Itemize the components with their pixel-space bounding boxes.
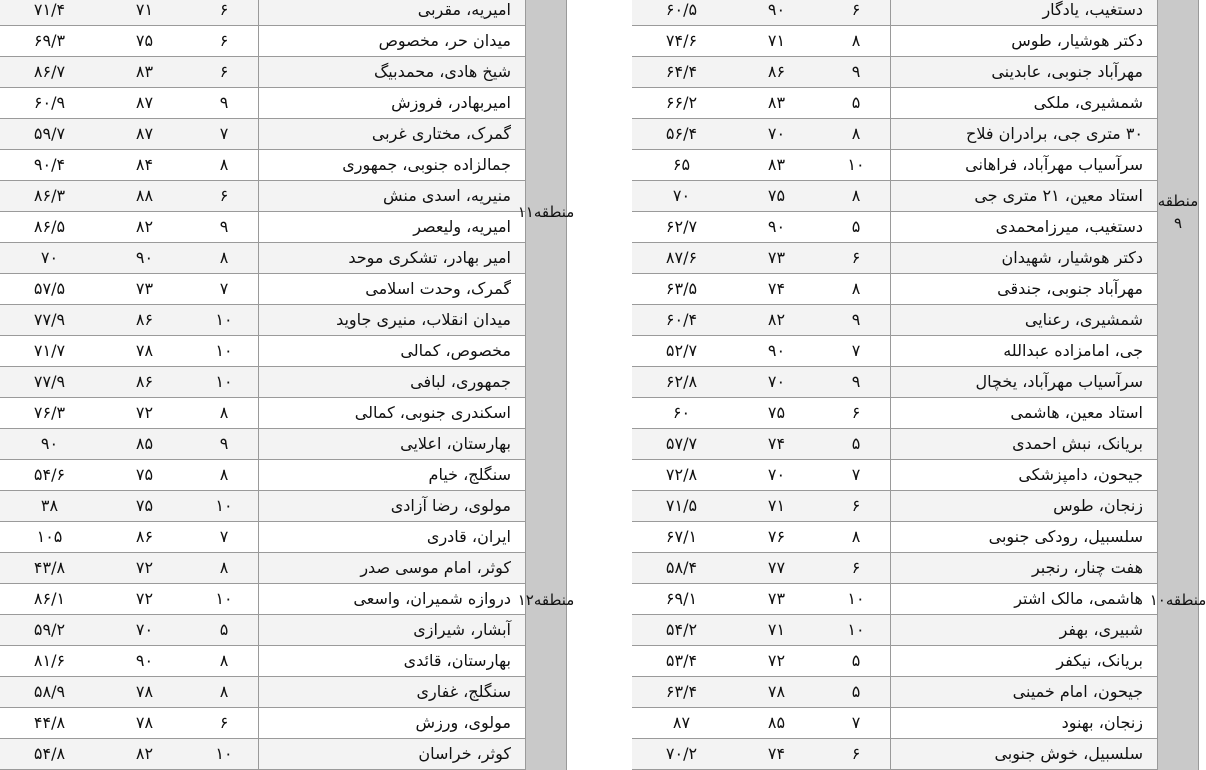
location-cell: شیخ هادی، محمدبیگ [258,57,525,87]
location-cell: مخصوص، کمالی [258,336,525,366]
location-cell: آبشار، شیرازی [258,615,525,645]
table-row [632,243,1157,274]
location-cell: امیربهادر، فروزش [258,88,525,118]
value-cell: ۵۹/۲ [33,620,66,639]
count-cell: ۸۵ [767,713,786,732]
count-cell: ۷۴ [767,744,786,763]
location-cell: جمالزاده جنوبی، جمهوری [258,150,525,180]
rooms-cell: ۷ [851,713,861,732]
table-row [632,646,1157,677]
value-cell: ۷۲/۸ [665,465,698,484]
value-cell: ۷۷/۹ [33,310,66,329]
table-row [632,305,1157,336]
table-row [632,274,1157,305]
table-row [0,119,525,150]
table-row [632,88,1157,119]
location-cell: امیریه، ولیعصر [258,212,525,242]
count-cell: ۷۸ [135,341,154,360]
count-cell: ۷۵ [135,496,154,515]
table-row [0,739,525,770]
count-cell: ۷۱ [767,496,786,515]
location-cell: دروازه شمیران، واسعی [258,584,525,614]
rooms-cell: ۶ [851,248,861,267]
table-row [632,522,1157,553]
table-row [632,398,1157,429]
count-cell: ۷۲ [135,558,154,577]
value-cell: ۶۲/۷ [665,217,698,236]
value-cell: ۵۴/۲ [665,620,698,639]
left-table [0,0,575,770]
rooms-cell: ۸ [219,403,229,422]
value-cell: ۷۴/۶ [665,31,698,50]
table-row [0,491,525,522]
table-row [632,181,1157,212]
location-cell: استاد معین، هاشمی [890,398,1157,428]
rooms-cell: ۶ [219,713,229,732]
value-cell: ۶۰/۹ [33,93,66,112]
location-cell: بریانک، نیکفر [890,646,1157,676]
count-cell: ۸۲ [135,744,154,763]
rooms-cell: ۹ [851,62,861,81]
location-cell: ایران، قادری [258,522,525,552]
count-cell: ۸۷ [135,124,154,143]
region-label [517,429,575,770]
location-cell: سلسبیل، رودکی جنوبی [890,522,1157,552]
value-cell: ۶۷/۱ [665,527,698,546]
location-cell: شبیری، بهفر [890,615,1157,645]
rooms-cell: ۱۰ [215,341,233,360]
location-cell: کوثر، امام موسی صدر [258,553,525,583]
table-row [0,367,525,398]
table-row [0,429,525,460]
count-cell: ۹۰ [135,651,154,670]
table-row [0,646,525,677]
count-cell: ۷۳ [767,589,786,608]
rooms-cell: ۵ [851,217,861,236]
location-cell: امیر بهادر، تشکری موحد [258,243,525,273]
value-cell: ۷۱/۷ [33,341,66,360]
value-cell: ۶۳/۴ [665,682,698,701]
location-cell: دکتر هوشیار، طوس [890,26,1157,56]
value-cell: ۵۷/۷ [665,434,698,453]
location-cell: جمهوری، لبافی [258,367,525,397]
location-cell: مهرآباد جنوبی، جندقی [890,274,1157,304]
rooms-cell: ۱۰ [215,589,233,608]
table-row [632,212,1157,243]
rooms-cell: ۹ [219,434,229,453]
region-name: منطقه [533,590,575,609]
rooms-cell: ۸ [851,527,861,546]
table-row [0,26,525,57]
rooms-cell: ۱۰ [847,620,865,639]
rooms-cell: ۵ [851,93,861,112]
region-rows [0,429,525,770]
value-cell: ۵۸/۴ [665,558,698,577]
value-cell: ۸۶/۵ [33,217,66,236]
value-cell: ۶۳/۵ [665,279,698,298]
count-cell: ۸۷ [135,93,154,112]
value-cell: ۵۷/۵ [33,279,66,298]
region-group [0,0,575,429]
table-row [632,367,1157,398]
count-cell: ۷۸ [767,682,786,701]
rooms-cell: ۶ [851,744,861,763]
rooms-cell: ۸ [851,124,861,143]
table-row [632,26,1157,57]
rooms-cell: ۸ [219,558,229,577]
table-row [0,57,525,88]
location-cell: سنگلج، غفاری [258,677,525,707]
rooms-cell: ۸ [851,186,861,205]
rooms-cell: ۶ [851,403,861,422]
location-cell: اسکندری جنوبی، کمالی [258,398,525,428]
count-cell: ۷۰ [767,124,786,143]
rooms-cell: ۸ [851,31,861,50]
table-row [632,491,1157,522]
location-cell: شمشیری، رعنایی [890,305,1157,335]
count-cell: ۸۶ [767,62,786,81]
location-cell: زنجان، طوس [890,491,1157,521]
value-cell: ۶۰/۴ [665,310,698,329]
rooms-cell: ۷ [219,279,229,298]
count-cell: ۷۰ [767,372,786,391]
value-cell: ۹۰/۴ [33,155,66,174]
count-cell: ۸۴ [135,155,154,174]
table-row [0,212,525,243]
count-cell: ۸۳ [767,93,786,112]
location-cell: سنگلج، خیام [258,460,525,490]
rooms-cell: ۱۰ [215,310,233,329]
value-cell: ۷۰/۲ [665,744,698,763]
rooms-cell: ۵ [851,682,861,701]
region-name: منطقه [1165,590,1206,609]
table-row [0,243,525,274]
value-cell: ۵۳/۴ [665,651,698,670]
location-cell: مولوی، رضا آزادی [258,491,525,521]
rooms-cell: ۸ [219,465,229,484]
table-row [632,739,1157,770]
region-name: منطقه ۹ [1157,192,1199,232]
rooms-cell: ۹ [851,310,861,329]
table-row [632,0,1157,26]
rooms-cell: ۶ [851,558,861,577]
table-row [632,336,1157,367]
table-row [0,615,525,646]
region-label [517,0,575,429]
value-cell: ۸۶/۳ [33,186,66,205]
count-cell: ۸۸ [135,186,154,205]
count-cell: ۸۶ [135,372,154,391]
region-label [1149,429,1206,770]
table-row [0,584,525,615]
location-cell: منیریه، اسدی منش [258,181,525,211]
table-row [632,150,1157,181]
value-cell: ۴۴/۸ [33,713,66,732]
rooms-cell: ۸ [219,155,229,174]
value-cell: ۶۰ [672,403,691,422]
value-cell: ۶۰/۵ [665,0,698,19]
table-row [0,553,525,584]
count-cell: ۷۶ [767,527,786,546]
rooms-cell: ۱۰ [215,744,233,763]
rooms-cell: ۸ [851,279,861,298]
count-cell: ۷۵ [767,403,786,422]
table-row [632,429,1157,460]
region-group [632,0,1199,429]
location-cell: دستغیب، میرزامحمدی [890,212,1157,242]
location-cell: سرآسیاب مهرآباد، یخچال [890,367,1157,397]
count-cell: ۸۵ [135,434,154,453]
count-cell: ۹۰ [767,217,786,236]
right-table [632,0,1206,770]
table-row [0,181,525,212]
table-row [0,274,525,305]
rooms-cell: ۸ [219,651,229,670]
table-row [0,677,525,708]
value-cell: ۶۹/۳ [33,31,66,50]
rooms-cell: ۵ [219,620,229,639]
count-cell: ۹۰ [767,0,786,19]
count-cell: ۸۳ [135,62,154,81]
location-cell: استاد معین، ۲۱ متری جی [890,181,1157,211]
value-cell: ۸۷ [672,713,691,732]
rooms-cell: ۷ [219,124,229,143]
value-cell: ۶۴/۴ [665,62,698,81]
value-cell: ۵۸/۹ [33,682,66,701]
location-cell: گمرک، مختاری غربی [258,119,525,149]
rooms-cell: ۶ [219,62,229,81]
region-label [1157,0,1199,429]
region-group [0,429,575,770]
region-name: منطقه [533,203,575,221]
count-cell: ۹۰ [767,341,786,360]
table-row [632,57,1157,88]
table-row [0,398,525,429]
table-row [0,708,525,739]
region-group [632,429,1206,770]
rooms-cell: ۷ [219,527,229,546]
value-cell: ۴۳/۸ [33,558,66,577]
rooms-cell: ۹ [219,217,229,236]
table-row [632,677,1157,708]
region-number: ۱۲ [517,590,534,609]
value-cell: ۷۰ [672,186,691,205]
table-row [0,0,525,26]
count-cell: ۷۵ [135,465,154,484]
table-row [632,553,1157,584]
value-cell: ۵۴/۸ [33,744,66,763]
rooms-cell: ۷ [851,341,861,360]
location-cell: میدان انقلاب، منیری جاوید [258,305,525,335]
value-cell: ۸۷/۶ [665,248,698,267]
count-cell: ۷۴ [767,434,786,453]
count-cell: ۸۶ [135,527,154,546]
location-cell: سرآسیاب مهرآباد، فراهانی [890,150,1157,180]
count-cell: ۷۳ [767,248,786,267]
rooms-cell: ۹ [219,93,229,112]
count-cell: ۷۲ [767,651,786,670]
location-cell: امیریه، مقربی [258,0,525,25]
location-cell: بهارستان، قائدی [258,646,525,676]
location-cell: زنجان، بهنود [890,708,1157,738]
count-cell: ۸۶ [135,310,154,329]
value-cell: ۹۰ [40,434,59,453]
count-cell: ۷۲ [135,403,154,422]
count-cell: ۷۸ [135,713,154,732]
location-cell: کوثر، خراسان [258,739,525,769]
value-cell: ۶۵ [672,155,691,174]
table-row [0,336,525,367]
location-cell: هاشمی، مالک اشتر [890,584,1157,614]
location-cell: گمرک، وحدت اسلامی [258,274,525,304]
rooms-cell: ۱۰ [215,372,233,391]
rooms-cell: ۱۰ [847,589,865,608]
value-cell: ۶۶/۲ [665,93,698,112]
value-cell: ۶۲/۸ [665,372,698,391]
value-cell: ۷۰ [40,248,59,267]
value-cell: ۶۹/۱ [665,589,698,608]
value-cell: ۱۰۵ [36,527,63,546]
rooms-cell: ۵ [851,434,861,453]
count-cell: ۸۲ [767,310,786,329]
rooms-cell: ۶ [851,496,861,515]
count-cell: ۷۰ [767,465,786,484]
table-row [0,88,525,119]
region-rows [632,429,1157,770]
location-cell: بریانک، نبش احمدی [890,429,1157,459]
location-cell: سلسبیل، خوش جنوبی [890,739,1157,769]
count-cell: ۷۱ [135,0,154,19]
location-cell: دکتر هوشیار، شهیدان [890,243,1157,273]
location-cell: بهارستان، اعلایی [258,429,525,459]
rooms-cell: ۱۰ [215,496,233,515]
location-cell: مولوی، ورزش [258,708,525,738]
location-cell: مهرآباد جنوبی، عابدینی [890,57,1157,87]
count-cell: ۷۸ [135,682,154,701]
count-cell: ۷۵ [767,186,786,205]
location-cell: میدان حر، مخصوص [258,26,525,56]
value-cell: ۸۶/۷ [33,62,66,81]
rooms-cell: ۶ [219,186,229,205]
table-row [0,150,525,181]
rooms-cell: ۷ [851,465,861,484]
rooms-cell: ۸ [219,248,229,267]
table-row [0,460,525,491]
value-cell: ۸۶/۱ [33,589,66,608]
value-cell: ۷۷/۹ [33,372,66,391]
value-cell: ۸۱/۶ [33,651,66,670]
count-cell: ۷۰ [135,620,154,639]
location-cell: جی، امامزاده عبدالله [890,336,1157,366]
count-cell: ۷۱ [767,620,786,639]
location-cell: شمشیری، ملکی [890,88,1157,118]
value-cell: ۵۴/۶ [33,465,66,484]
table-row [632,615,1157,646]
rooms-cell: ۱۰ [847,155,865,174]
count-cell: ۷۷ [767,558,786,577]
rooms-cell: ۸ [219,682,229,701]
table-row [632,708,1157,739]
table-row [0,305,525,336]
region-rows [632,0,1157,429]
count-cell: ۷۳ [135,279,154,298]
table-row [632,584,1157,615]
count-cell: ۸۳ [767,155,786,174]
region-number: ۱۱ [517,203,534,221]
location-cell: ۳۰ متری جی، برادران فلاح [890,119,1157,149]
value-cell: ۷۱/۴ [33,0,66,19]
location-cell: دستغیب، یادگار [890,0,1157,25]
value-cell: ۷۱/۵ [665,496,698,515]
location-cell: جیحون، امام خمینی [890,677,1157,707]
region-number: ۱۰ [1149,590,1166,609]
value-cell: ۳۸ [40,496,59,515]
value-cell: ۷۶/۳ [33,403,66,422]
value-cell: ۵۲/۷ [665,341,698,360]
location-cell: جیحون، دامپزشکی [890,460,1157,490]
location-cell: هفت چنار، رنجبر [890,553,1157,583]
count-cell: ۹۰ [135,248,154,267]
table-row [632,119,1157,150]
table-row [0,522,525,553]
rooms-cell: ۵ [851,651,861,670]
count-cell: ۷۲ [135,589,154,608]
count-cell: ۸۲ [135,217,154,236]
rooms-cell: ۹ [851,372,861,391]
value-cell: ۵۹/۷ [33,124,66,143]
region-rows [0,0,525,429]
count-cell: ۷۴ [767,279,786,298]
table-row [632,460,1157,491]
count-cell: ۷۱ [767,31,786,50]
rooms-cell: ۶ [219,31,229,50]
rooms-cell: ۶ [851,0,861,19]
rooms-cell: ۶ [219,0,229,19]
count-cell: ۷۵ [135,31,154,50]
value-cell: ۵۶/۴ [665,124,698,143]
